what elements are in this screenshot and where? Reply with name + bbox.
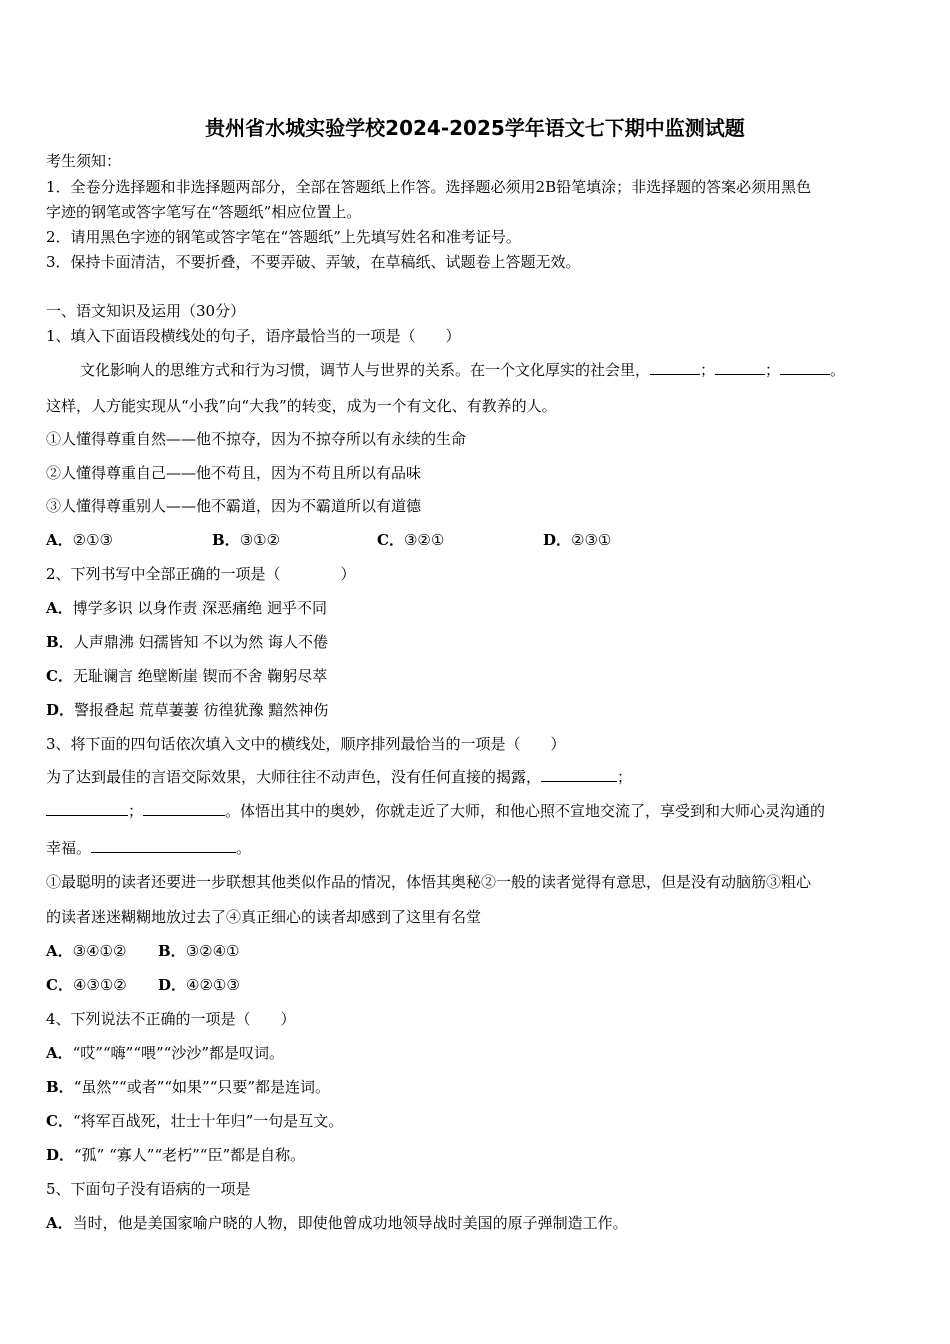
page-title: 贵州省水城实验学校2024-2025学年语文七下期中监测试题 (205, 116, 745, 140)
choice-text: “哎”“嗨”“喂”“沙沙”都是叹词。 (72, 1044, 284, 1062)
choice-letter: B． (212, 531, 240, 549)
choice-text: ③②① (403, 531, 445, 549)
question-1-passage-cont: 这样，人方能实现从“小我”向“大我”的转变，成为一个有文化、有教养的人。 (46, 397, 557, 415)
choice-a[interactable] (46, 1213, 628, 1233)
answer-blank[interactable] (715, 360, 765, 375)
notice-item: 1．全卷分选择题和非选择题两部分，全部在答题纸上作答。选择题必须用2B铅笔填涂；非选择题的答案必须用黑色 (46, 178, 812, 196)
choice-text: 无耻谰言 绝壁断崖 锲而不舍 鞠躬尽萃 (72, 667, 328, 685)
choice-letter: D． (46, 1146, 75, 1164)
choice-letter: A． (46, 531, 73, 549)
sentence-option: ①人懂得尊重自然——他不掠夺，因为不掠夺所以有永续的生命 (46, 430, 467, 448)
punct: 。 (830, 361, 846, 379)
choice-letter: A． (46, 1214, 73, 1232)
question-3-passage (46, 767, 632, 787)
choice-a[interactable] (46, 530, 113, 550)
notice-item: 3．保持卡面清洁，不要折叠，不要弄破、弄皱，在草稿纸、试题卷上答题无效。 (46, 253, 581, 271)
choice-c[interactable] (46, 975, 127, 995)
choice-c[interactable] (377, 530, 444, 550)
section-heading: 一、语文知识及运用（30分） (46, 302, 246, 320)
notice-item: 字迹的钢笔或答字笔写在“答题纸”相应位置上。 (46, 203, 362, 221)
answer-blank[interactable] (650, 360, 700, 375)
choice-text: ②③① (571, 531, 612, 549)
answer-blank[interactable] (541, 767, 617, 782)
punct: ； (700, 361, 716, 379)
choice-text: ④③①② (72, 976, 127, 994)
choice-text: 警报叠起 荒草萋萋 彷徨犹豫 黯然神伤 (74, 701, 329, 719)
sentence-options-cont: 的读者迷迷糊糊地放过去了④真正细心的读者却感到了这里有名堂 (46, 908, 482, 926)
choice-d[interactable] (158, 975, 240, 995)
choice-text: “孤” “寡人”“老朽”“臣”都是自称。 (74, 1146, 306, 1164)
punct: 。 (236, 839, 252, 857)
choice-letter: D． (543, 531, 572, 549)
question-4-stem: 4、下列说法不正确的一项是（ ） (46, 1010, 296, 1028)
choice-c[interactable] (46, 1111, 343, 1131)
choice-d[interactable] (543, 530, 611, 550)
choice-b[interactable] (158, 941, 239, 961)
notice-item: 2．请用黑色字迹的钢笔或答字笔在“答题纸”上先填写姓名和准考证号。 (46, 228, 521, 246)
question-3-passage-cont (46, 801, 825, 821)
answer-blank[interactable] (143, 801, 225, 816)
question-1-stem: 1、填入下面语段横线处的句子，语序最恰当的一项是（ ） (46, 327, 461, 345)
choice-a[interactable] (46, 941, 126, 961)
choice-b[interactable] (212, 530, 280, 550)
choice-letter: C． (46, 667, 73, 685)
choice-text: 人声鼎沸 妇孺皆知 不以为然 诲人不倦 (73, 633, 328, 651)
choice-letter: B． (158, 942, 186, 960)
question-2-stem: 2、下列书写中全部正确的一项是（ ） (46, 565, 356, 583)
notice-heading: 考生须知： (46, 152, 122, 170)
choice-text: ③①② (239, 531, 281, 549)
choice-letter: C． (377, 531, 404, 549)
passage-text: 文化影响人的思维方式和行为习惯，调节人与世界的关系。在一个文化厚实的社会里， (80, 361, 651, 379)
choice-letter: D． (158, 976, 187, 994)
choice-text: “将军百战死，壮士十年归”一句是互文。 (72, 1112, 344, 1130)
choice-letter: B． (46, 1078, 74, 1096)
sentence-options: ①最聪明的读者还要进一步联想其他类似作品的情况，体悟其奥秘②一般的读者觉得有意思，但是没有动脑筋③粗心 (46, 873, 812, 891)
punct: ； (617, 768, 633, 786)
passage-text: 幸福。 (46, 839, 92, 857)
choice-b[interactable] (46, 1077, 330, 1097)
choice-letter: A． (46, 942, 73, 960)
choice-letter: B． (46, 633, 74, 651)
choice-d[interactable] (46, 1145, 305, 1165)
choice-letter: A． (46, 1044, 73, 1062)
choice-a[interactable] (46, 1043, 284, 1063)
sentence-option: ③人懂得尊重别人——他不霸道，因为不霸道所以有道德 (46, 497, 422, 515)
passage-text: 。体悟出其中的奥妙，你就走近了大师，和他心照不宣地交流了，享受到和大师心灵沟通的 (225, 802, 826, 820)
choice-b[interactable] (46, 632, 328, 652)
choice-a[interactable] (46, 598, 327, 618)
choice-letter: D． (46, 701, 75, 719)
question-3-passage-end (46, 838, 251, 858)
choice-c[interactable] (46, 666, 327, 686)
choice-text: ②①③ (72, 531, 113, 549)
choice-text: ③④①② (72, 942, 127, 960)
choice-letter: A． (46, 599, 73, 617)
choice-text: ③②④① (185, 942, 240, 960)
question-1-passage (80, 360, 845, 380)
answer-blank[interactable] (91, 838, 236, 853)
sentence-option: ②人懂得尊重自己——他不苟且，因为不苟且所以有品味 (46, 464, 422, 482)
choice-text: “虽然”“或者”“如果”“只要”都是连词。 (73, 1078, 331, 1096)
choice-text: ④②①③ (186, 976, 240, 994)
answer-blank[interactable] (46, 801, 128, 816)
question-3-stem: 3、将下面的四句话依次填入文中的横线处，顺序排列最恰当的一项是（ ） (46, 735, 566, 753)
choice-text: 博学多识 以身作责 深恶痛绝 迥乎不同 (72, 599, 327, 617)
passage-text: 为了达到最佳的言语交际效果，大师往往不动声色，没有任何直接的揭露， (46, 768, 542, 786)
answer-blank[interactable] (780, 360, 830, 375)
punct: ； (128, 802, 144, 820)
punct: ； (765, 361, 781, 379)
choice-text: 当时，他是美国家喻户晓的人物，即使他曾成功地领导战时美国的原子弹制造工作。 (72, 1214, 628, 1232)
choice-d[interactable] (46, 700, 328, 720)
choice-letter: C． (46, 1112, 73, 1130)
question-5-stem: 5、下面句子没有语病的一项是 (46, 1180, 251, 1198)
choice-letter: C． (46, 976, 73, 994)
